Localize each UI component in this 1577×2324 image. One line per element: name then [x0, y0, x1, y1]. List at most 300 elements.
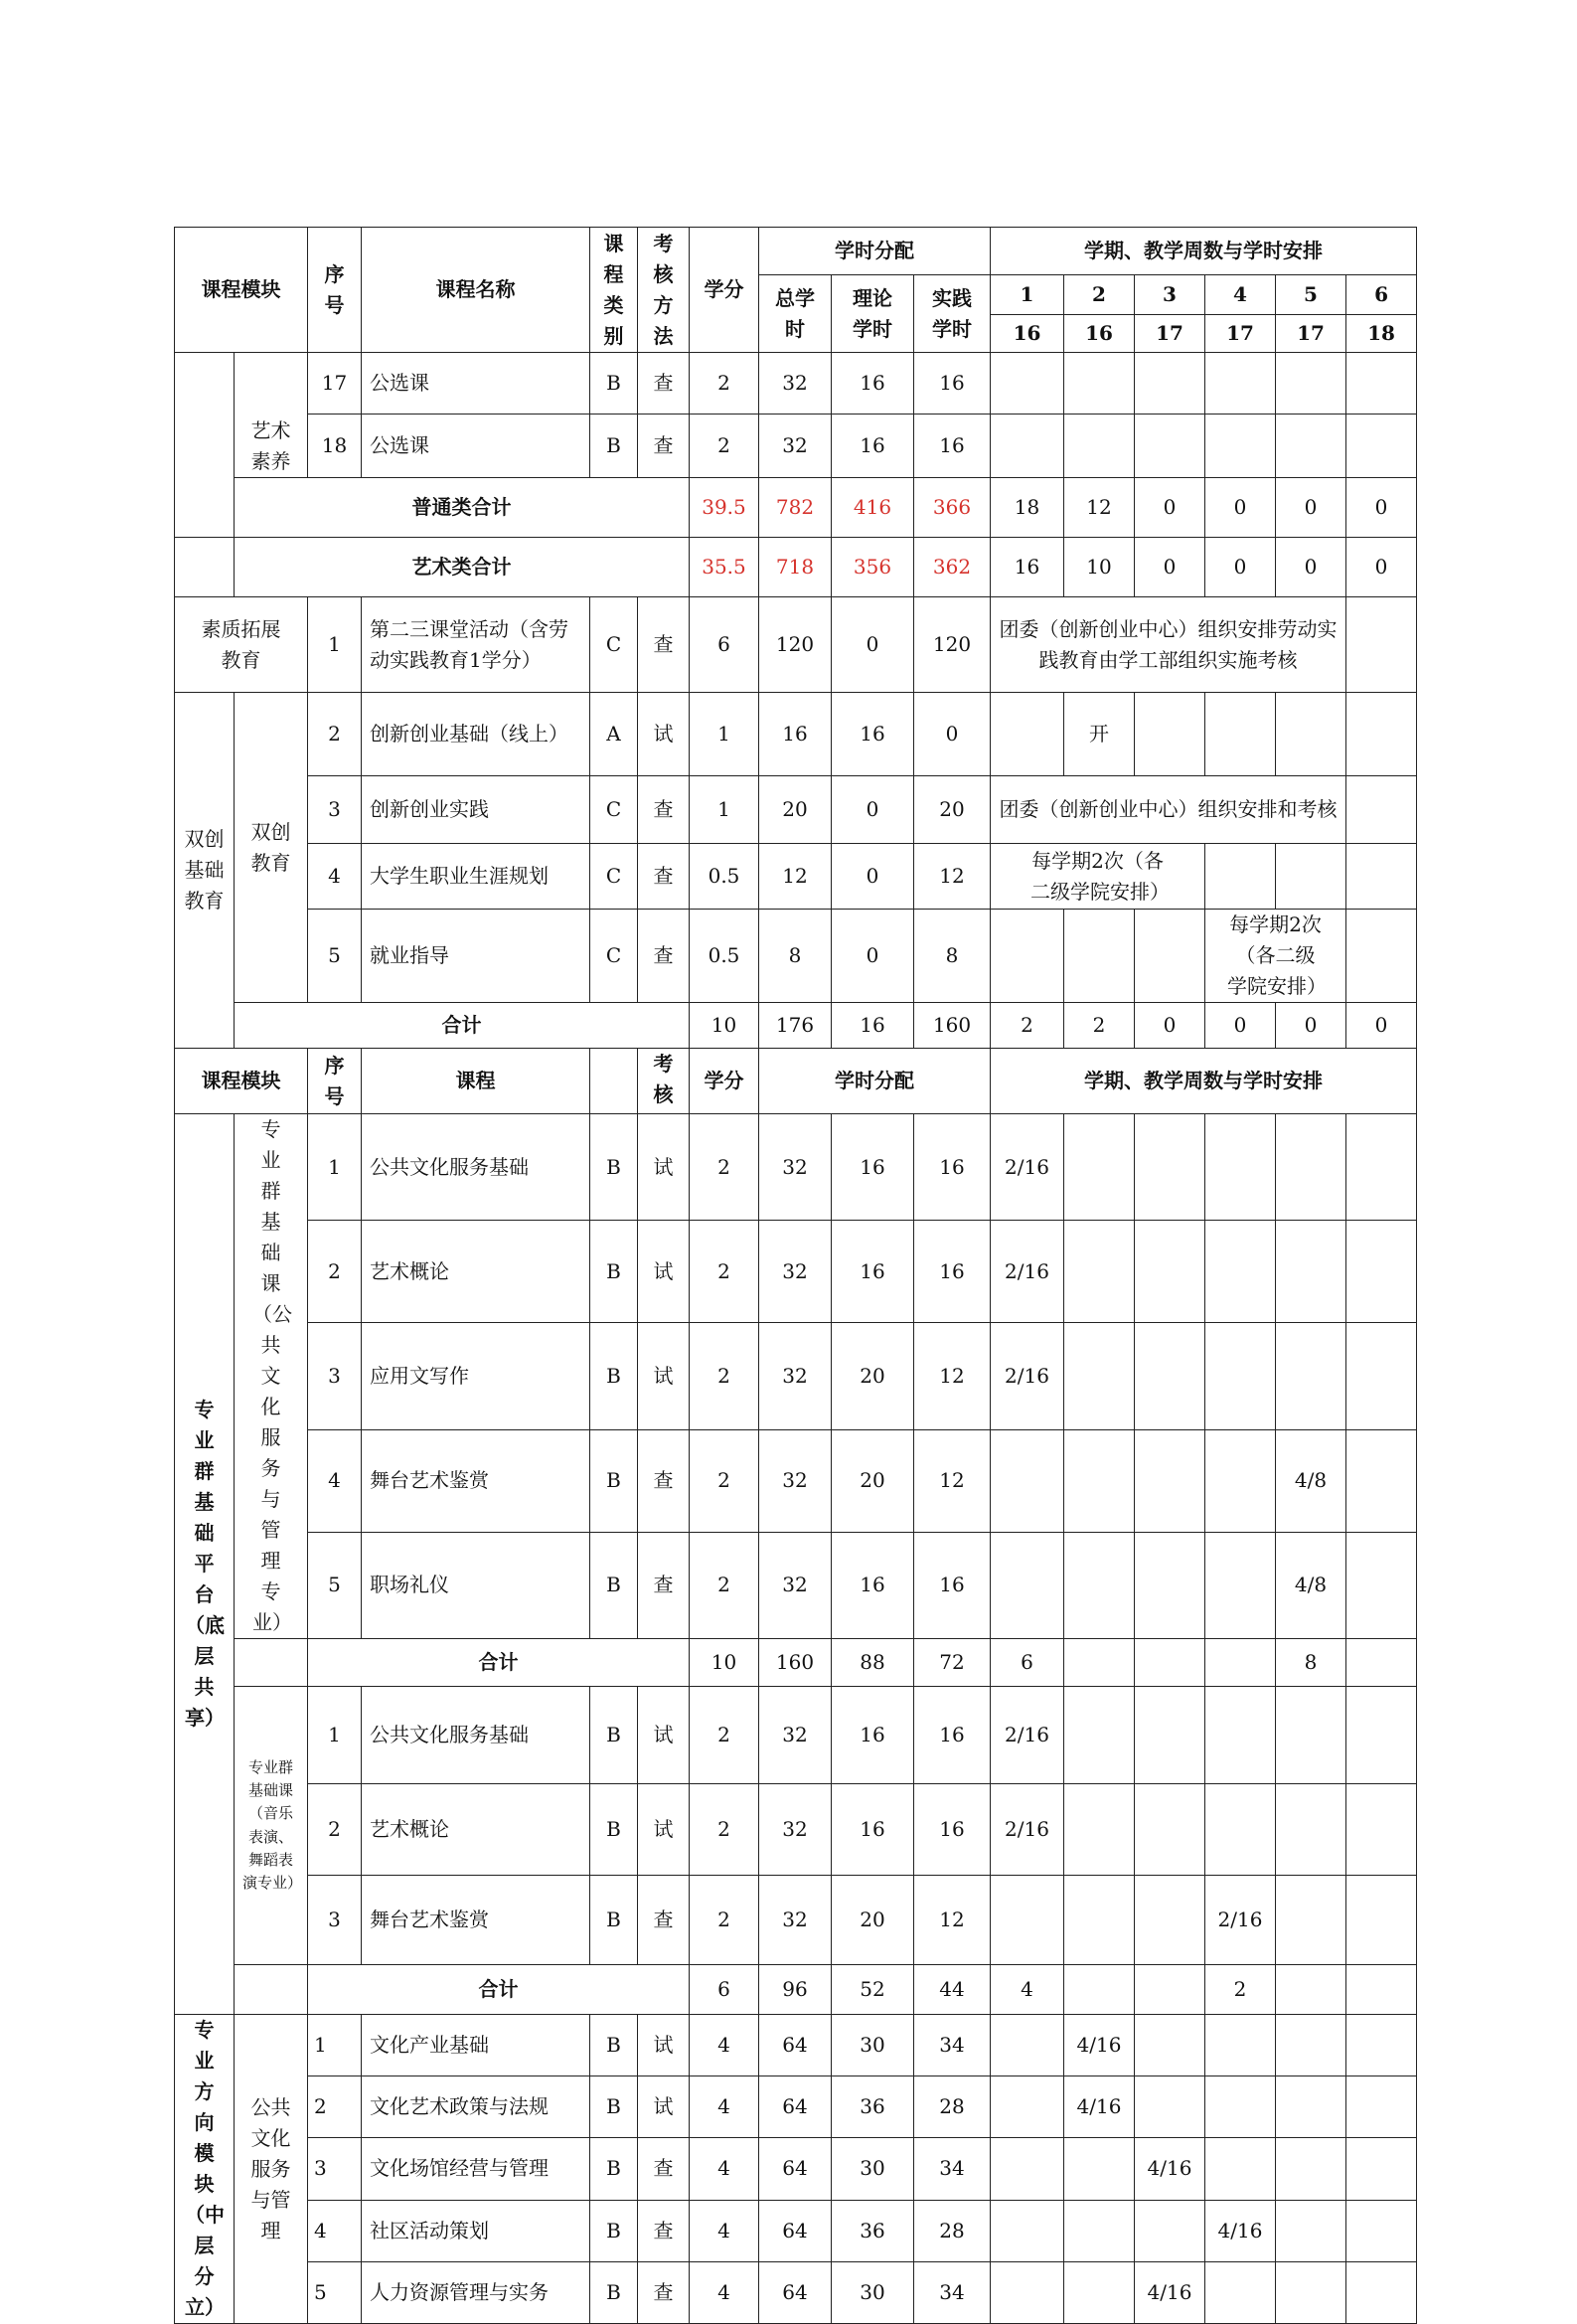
sem-cell [1205, 2138, 1276, 2200]
course-name: 艺术概论 [362, 1221, 590, 1323]
header-name: 课程 [362, 1049, 590, 1114]
exam-cell: 查 [638, 844, 690, 910]
credit-cell: 1 [690, 693, 759, 776]
table-row [175, 2138, 1417, 2200]
total-cell: 64 [759, 2138, 832, 2200]
seq-cell: 17 [308, 353, 362, 415]
sem-cell [1135, 2015, 1205, 2076]
sem-cell: 0 [1205, 538, 1276, 597]
practice-cell: 34 [914, 2138, 991, 2200]
sem-cell [1276, 1114, 1346, 1221]
seq-cell: 5 [308, 2261, 362, 2323]
seq-cell: 2 [308, 693, 362, 776]
practice-cell: 0 [914, 693, 991, 776]
sem-cell [1205, 2015, 1276, 2076]
sem-cell [1205, 2076, 1276, 2138]
header-seq: 序号 [308, 228, 362, 353]
seq-cell: 3 [308, 2138, 362, 2200]
header-weeks: 16 [991, 315, 1064, 353]
exam-cell: 查 [638, 910, 690, 1003]
sem-cell: 4/16 [1064, 2015, 1135, 2076]
theory-cell: 16 [832, 1532, 914, 1638]
seq-cell: 18 [308, 415, 362, 478]
sem-cell [1205, 1639, 1276, 1687]
sem-cell [1346, 2076, 1417, 2138]
course-name: 创新创业实践 [362, 776, 590, 844]
course-name: 社区活动策划 [362, 2200, 590, 2261]
sem-cell [1346, 2261, 1417, 2323]
sem-cell [1346, 1687, 1417, 1784]
practice-cell: 28 [914, 2200, 991, 2261]
sem-cell [1346, 1429, 1417, 1532]
course-name: 公选课 [362, 415, 590, 478]
credit-cell: 2 [690, 353, 759, 415]
table-row-quality [175, 597, 1417, 693]
total-cell: 96 [759, 1965, 832, 2015]
sem-cell [1064, 1532, 1135, 1638]
course-name: 文化场馆经营与管理 [362, 2138, 590, 2200]
practice-cell: 16 [914, 1114, 991, 1221]
total-cell: 718 [759, 538, 832, 597]
practice-cell: 44 [914, 1965, 991, 2015]
total-cell: 32 [759, 1323, 832, 1429]
type-cell: B [590, 2261, 638, 2323]
header-semester: 4 [1205, 275, 1276, 315]
practice-cell: 362 [914, 538, 991, 597]
theory-cell: 416 [832, 478, 914, 538]
practice-cell: 12 [914, 1876, 991, 1965]
total-cell: 32 [759, 1784, 832, 1876]
credit-cell: 2 [690, 1532, 759, 1638]
total-cell: 32 [759, 1687, 832, 1784]
table-row [175, 1687, 1417, 1784]
sem-cell [991, 1532, 1064, 1638]
practice-cell: 20 [914, 776, 991, 844]
submodule-platform-b-cont [235, 1965, 308, 2015]
total-cell: 176 [759, 1003, 832, 1049]
sem-cell: 4 [991, 1965, 1064, 2015]
seq-cell: 2 [308, 2076, 362, 2138]
theory-cell: 20 [832, 1876, 914, 1965]
header-credit: 学分 [690, 1049, 759, 1114]
header-module: 课程模块 [175, 1049, 308, 1114]
exam-cell: 查 [638, 415, 690, 478]
sem-cell: 0 [1135, 1003, 1205, 1049]
practice-cell: 28 [914, 2076, 991, 2138]
credit-cell: 2 [690, 1323, 759, 1429]
theory-cell: 16 [832, 415, 914, 478]
sem-cell: 0 [1346, 538, 1417, 597]
sem-cell [1135, 1687, 1205, 1784]
seq-cell: 5 [308, 1532, 362, 1638]
sem-cell [1205, 1429, 1276, 1532]
header-practice: 实践学时 [914, 275, 991, 353]
table-row [175, 2200, 1417, 2261]
course-name: 艺术概论 [362, 1784, 590, 1876]
sem-cell [1276, 2261, 1346, 2323]
schedule-note: 每学期2次（各二级学院安排） [991, 844, 1205, 910]
sem-cell: 4/8 [1276, 1532, 1346, 1638]
header-theory: 理论学时 [832, 275, 914, 353]
sem-cell: 0 [1135, 538, 1205, 597]
table-row [175, 1429, 1417, 1532]
total-cell: 120 [759, 597, 832, 693]
exam-cell: 查 [638, 2261, 690, 2323]
header-total: 总学时 [759, 275, 832, 353]
course-name: 第二三课堂活动（含劳动实践教育1学分） [362, 597, 590, 693]
type-cell: B [590, 1687, 638, 1784]
seq-cell: 1 [308, 2015, 362, 2076]
type-cell: B [590, 1784, 638, 1876]
theory-cell: 20 [832, 1429, 914, 1532]
module-innovation: 双创基础教育 [175, 693, 235, 1049]
credit-cell: 2 [690, 415, 759, 478]
course-name: 职场礼仪 [362, 1532, 590, 1638]
theory-cell: 36 [832, 2076, 914, 2138]
sem-cell: 2 [1205, 1965, 1276, 2015]
practice-cell: 16 [914, 1532, 991, 1638]
credit-cell: 6 [690, 1965, 759, 2015]
total-cell: 32 [759, 415, 832, 478]
theory-cell: 30 [832, 2138, 914, 2200]
credit-cell: 2 [690, 1221, 759, 1323]
sem-cell [1205, 1532, 1276, 1638]
sem-cell: 0 [1135, 478, 1205, 538]
type-cell: A [590, 693, 638, 776]
header-exam: 考核 [638, 1049, 690, 1114]
sem-cell [1135, 1114, 1205, 1221]
header-hours: 学时分配 [759, 1049, 991, 1114]
theory-cell: 16 [832, 1687, 914, 1784]
credit-cell: 4 [690, 2200, 759, 2261]
sum-label: 合计 [308, 1965, 690, 2015]
credit-cell: 4 [690, 2261, 759, 2323]
theory-cell: 0 [832, 844, 914, 910]
seq-cell: 1 [308, 1114, 362, 1221]
credit-cell: 10 [690, 1639, 759, 1687]
total-cell: 12 [759, 844, 832, 910]
sem-cell [991, 2138, 1064, 2200]
sem-cell [1346, 1876, 1417, 1965]
sum-row-innovation [175, 1003, 1417, 1049]
seq-cell: 3 [308, 776, 362, 844]
header-semester: 2 [1064, 275, 1135, 315]
submodule-innovation: 双创教育 [235, 693, 308, 1003]
sem-cell: 0 [1346, 478, 1417, 538]
sem-cell [1346, 1221, 1417, 1323]
sem-cell: 2/16 [991, 1221, 1064, 1323]
credit-cell: 2 [690, 1429, 759, 1532]
exam-cell: 试 [638, 1323, 690, 1429]
sem-cell [1346, 1323, 1417, 1429]
table-row [175, 1876, 1417, 1965]
total-cell: 64 [759, 2076, 832, 2138]
practice-cell: 8 [914, 910, 991, 1003]
practice-cell: 16 [914, 415, 991, 478]
sem-cell: 0 [1205, 478, 1276, 538]
type-cell: B [590, 2138, 638, 2200]
header-credit: 学分 [690, 228, 759, 353]
theory-cell: 20 [832, 1323, 914, 1429]
sem-cell [991, 1876, 1064, 1965]
credit-cell: 2 [690, 1876, 759, 1965]
total-cell: 32 [759, 1429, 832, 1532]
sem-cell: 8 [1276, 1639, 1346, 1687]
sem-cell: 4/16 [1135, 2261, 1205, 2323]
type-cell: B [590, 1221, 638, 1323]
theory-cell: 0 [832, 597, 914, 693]
sem-cell [1064, 1114, 1135, 1221]
sem-cell [991, 2015, 1064, 2076]
header-exam: 考核方法 [638, 228, 690, 353]
header-weeks: 18 [1346, 315, 1417, 353]
submodule-art: 艺术素养 [235, 353, 308, 478]
sem-cell [1135, 1965, 1205, 2015]
table-row [175, 353, 1417, 415]
sem-cell: 10 [1064, 538, 1135, 597]
credit-cell: 4 [690, 2076, 759, 2138]
type-cell: B [590, 2200, 638, 2261]
theory-cell: 88 [832, 1639, 914, 1687]
table-row [175, 776, 1417, 844]
total-cell: 782 [759, 478, 832, 538]
sem-cell [1135, 1639, 1205, 1687]
practice-cell: 12 [914, 1429, 991, 1532]
sem-cell [991, 2076, 1064, 2138]
sum-row-general [175, 478, 1417, 538]
sem-cell [1064, 1687, 1135, 1784]
sem-cell [1205, 1221, 1276, 1323]
exam-cell: 试 [638, 1687, 690, 1784]
header-row-1 [175, 228, 1417, 275]
course-name: 公共文化服务基础 [362, 1687, 590, 1784]
module-direction: 专业方向模块（中层分立） [175, 2015, 235, 2324]
submodule-platform-a: 专业群基础课（公共文化服务与管理专业） [235, 1114, 308, 1639]
schedule-note: 团委（创新创业中心）组织安排劳动实践教育由学工部组织实施考核 [991, 597, 1346, 693]
theory-cell: 16 [832, 1784, 914, 1876]
submodule-direction: 公共文化服务与管理 [235, 2015, 308, 2324]
theory-cell: 0 [832, 776, 914, 844]
sem-cell [1135, 2076, 1205, 2138]
type-cell: C [590, 844, 638, 910]
course-name: 舞台艺术鉴赏 [362, 1429, 590, 1532]
module-cell [175, 353, 235, 538]
practice-cell: 16 [914, 353, 991, 415]
exam-cell: 查 [638, 1429, 690, 1532]
table-row [175, 1784, 1417, 1876]
exam-cell: 试 [638, 1114, 690, 1221]
practice-cell: 34 [914, 2261, 991, 2323]
seq-cell: 4 [308, 844, 362, 910]
sem-cell [1276, 1687, 1346, 1784]
theory-cell: 356 [832, 538, 914, 597]
practice-cell: 12 [914, 844, 991, 910]
course-name: 就业指导 [362, 910, 590, 1003]
seq-cell: 1 [308, 597, 362, 693]
type-cell: C [590, 776, 638, 844]
header-weeks: 16 [1064, 315, 1135, 353]
header-semester: 6 [1346, 275, 1417, 315]
total-cell: 32 [759, 353, 832, 415]
sem-cell: 4/8 [1276, 1429, 1346, 1532]
table-row [175, 693, 1417, 776]
sem-cell [1276, 1221, 1346, 1323]
exam-cell: 查 [638, 2200, 690, 2261]
type-cell: B [590, 2015, 638, 2076]
exam-cell: 试 [638, 1221, 690, 1323]
header-type [590, 1049, 638, 1114]
sem-cell [1135, 1784, 1205, 1876]
table-row [175, 2261, 1417, 2323]
sum-label: 合计 [235, 1003, 690, 1049]
theory-cell: 30 [832, 2015, 914, 2076]
sem-cell [991, 2261, 1064, 2323]
schedule-note: 团委（创新创业中心）组织安排和考核 [991, 776, 1346, 844]
header-schedule: 学期、教学周数与学时安排 [991, 228, 1417, 275]
total-cell: 16 [759, 693, 832, 776]
schedule-note: 每学期2次（各二级学院安排） [1205, 910, 1346, 1003]
course-name: 舞台艺术鉴赏 [362, 1876, 590, 1965]
sem-cell [1064, 1429, 1135, 1532]
course-name: 大学生职业生涯规划 [362, 844, 590, 910]
sem-cell [1064, 1965, 1135, 2015]
sem-cell [1276, 2015, 1346, 2076]
submodule-platform-a-cont [235, 1639, 308, 1687]
total-cell: 32 [759, 1876, 832, 1965]
sem-cell [1346, 1532, 1417, 1638]
sum-row-platform-a [175, 1639, 1417, 1687]
sem-cell [1135, 2200, 1205, 2261]
type-cell: C [590, 910, 638, 1003]
sem-cell [1346, 2200, 1417, 2261]
sem-cell [1064, 1876, 1135, 1965]
exam-cell: 查 [638, 1532, 690, 1638]
course-name: 人力资源管理与实务 [362, 2261, 590, 2323]
exam-cell: 查 [638, 597, 690, 693]
theory-cell: 0 [832, 910, 914, 1003]
submodule-platform-b: 专业群基础课（音乐表演、舞蹈表演专业） [235, 1687, 308, 1965]
theory-cell: 16 [832, 1114, 914, 1221]
sum-label: 普通类合计 [235, 478, 690, 538]
exam-cell: 试 [638, 693, 690, 776]
course-name: 应用文写作 [362, 1323, 590, 1429]
header-semester: 1 [991, 275, 1064, 315]
credit-cell: 0.5 [690, 910, 759, 1003]
theory-cell: 36 [832, 2200, 914, 2261]
type-cell: B [590, 2076, 638, 2138]
sem-cell: 2 [1064, 1003, 1135, 1049]
seq-cell: 5 [308, 910, 362, 1003]
theory-cell: 52 [832, 1965, 914, 2015]
sem-cell [1064, 2200, 1135, 2261]
sem-cell [991, 1429, 1064, 1532]
sem-cell [1346, 2015, 1417, 2076]
sem-cell [1276, 2200, 1346, 2261]
exam-cell: 查 [638, 353, 690, 415]
sem-cell [1276, 1784, 1346, 1876]
sem-cell [1276, 2138, 1346, 2200]
sem-cell [1276, 1876, 1346, 1965]
credit-cell: 1 [690, 776, 759, 844]
total-cell: 8 [759, 910, 832, 1003]
sem-cell: 2/16 [991, 1323, 1064, 1429]
header-weeks: 17 [1205, 315, 1276, 353]
header-hours: 学时分配 [759, 228, 991, 275]
practice-cell: 160 [914, 1003, 991, 1049]
theory-cell: 16 [832, 1003, 914, 1049]
sem-cell [1205, 2261, 1276, 2323]
exam-cell: 查 [638, 2138, 690, 2200]
sem-cell [1276, 1965, 1346, 2015]
credit-cell: 2 [690, 1687, 759, 1784]
practice-cell: 366 [914, 478, 991, 538]
type-cell: B [590, 1323, 638, 1429]
sem-cell: 4/16 [1064, 2076, 1135, 2138]
sem-cell [1346, 1965, 1417, 2015]
sem-cell [1064, 1639, 1135, 1687]
table-row [175, 2015, 1417, 2076]
sem-cell: 16 [991, 538, 1064, 597]
sem-cell [1064, 1784, 1135, 1876]
course-name: 公选课 [362, 353, 590, 415]
curriculum-table [174, 227, 1417, 2324]
table-row [175, 1323, 1417, 1429]
theory-cell: 30 [832, 2261, 914, 2323]
table-row [175, 910, 1417, 1003]
header-type: 课程类别 [590, 228, 638, 353]
theory-cell: 16 [832, 1221, 914, 1323]
sem-cell [1064, 2261, 1135, 2323]
sem-cell: 0 [1276, 538, 1346, 597]
total-cell: 32 [759, 1114, 832, 1221]
theory-cell: 16 [832, 353, 914, 415]
theory-cell: 16 [832, 693, 914, 776]
header-semester: 5 [1276, 275, 1346, 315]
total-cell: 64 [759, 2015, 832, 2076]
table-row [175, 415, 1417, 478]
type-cell: B [590, 1532, 638, 1638]
credit-cell: 2 [690, 1784, 759, 1876]
sem-cell [1276, 1323, 1346, 1429]
credit-cell: 0.5 [690, 844, 759, 910]
seq-cell: 1 [308, 1687, 362, 1784]
credit-cell: 35.5 [690, 538, 759, 597]
course-name: 文化艺术政策与法规 [362, 2076, 590, 2138]
seq-cell: 4 [308, 2200, 362, 2261]
sem-cell [1135, 1532, 1205, 1638]
seq-cell: 2 [308, 1784, 362, 1876]
type-cell: B [590, 415, 638, 478]
sem-cell: 0 [1346, 1003, 1417, 1049]
header-seq: 序号 [308, 1049, 362, 1114]
seq-cell: 4 [308, 1429, 362, 1532]
course-name: 创新创业基础（线上） [362, 693, 590, 776]
practice-cell: 16 [914, 1221, 991, 1323]
sem-cell [1205, 1114, 1276, 1221]
sem-cell: 4/16 [1205, 2200, 1276, 2261]
sem-cell [1276, 2076, 1346, 2138]
total-cell: 64 [759, 2261, 832, 2323]
table-row [175, 1221, 1417, 1323]
credit-cell: 4 [690, 2138, 759, 2200]
total-cell: 32 [759, 1221, 832, 1323]
seq-cell: 2 [308, 1221, 362, 1323]
sem-cell: 12 [1064, 478, 1135, 538]
credit-cell: 2 [690, 1114, 759, 1221]
module-quality: 素质拓展教育 [175, 597, 308, 693]
total-cell: 32 [759, 1532, 832, 1638]
sem-cell: 2 [991, 1003, 1064, 1049]
